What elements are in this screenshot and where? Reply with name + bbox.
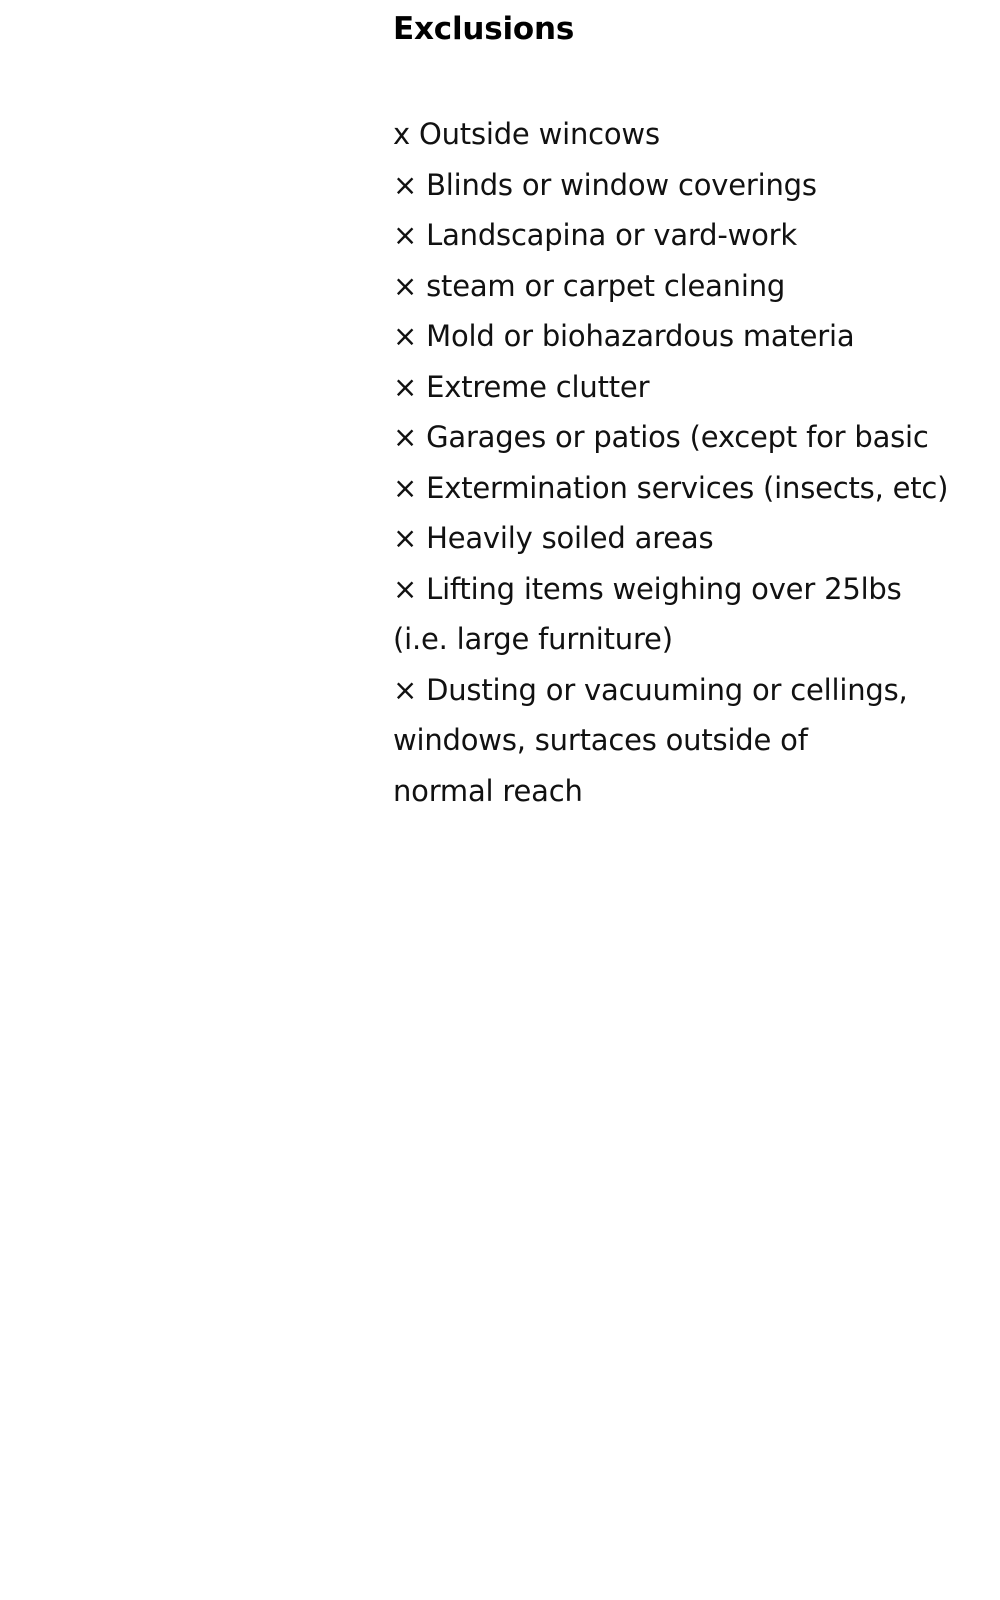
exclusions-list (393, 109, 983, 816)
list-item-line: normal reach (393, 773, 583, 808)
list-item-line: × steam or carpet cleaning (393, 268, 786, 303)
list-item (393, 665, 983, 817)
list-item (393, 311, 983, 362)
list-item (393, 463, 983, 514)
list-item-line: × Blinds or window coverings (393, 167, 817, 202)
list-item (393, 564, 983, 665)
list-item-line: × Landscapina or vard-work (393, 218, 797, 252)
list-item-line: × Dusting or vacuuming or cellings, (393, 672, 908, 707)
list-item (393, 362, 983, 413)
list-item-line: (i.e. large furniture) (393, 622, 673, 656)
list-item-line: × Extermination services (insects, etc) (393, 470, 949, 505)
list-item-line: × Mold or biohazardous materia (393, 319, 855, 353)
list-item (393, 412, 983, 463)
list-item-line: windows, surtaces outside of (393, 723, 808, 757)
list-item (393, 210, 983, 261)
list-item-line: x Outside wincows (393, 117, 660, 151)
exclusions-section (393, 8, 983, 816)
list-item-line: × Lifting items weighing over 25lbs (393, 571, 902, 606)
list-item-line: × Garages or patios (except for basic (393, 420, 929, 454)
list-item (393, 261, 983, 312)
list-item (393, 513, 983, 564)
list-item (393, 109, 983, 160)
section-title: Exclusions (393, 11, 575, 47)
list-item (393, 160, 983, 211)
list-item-line: × Extreme clutter (393, 369, 650, 404)
list-item-line: × Heavily soiled areas (393, 521, 714, 555)
